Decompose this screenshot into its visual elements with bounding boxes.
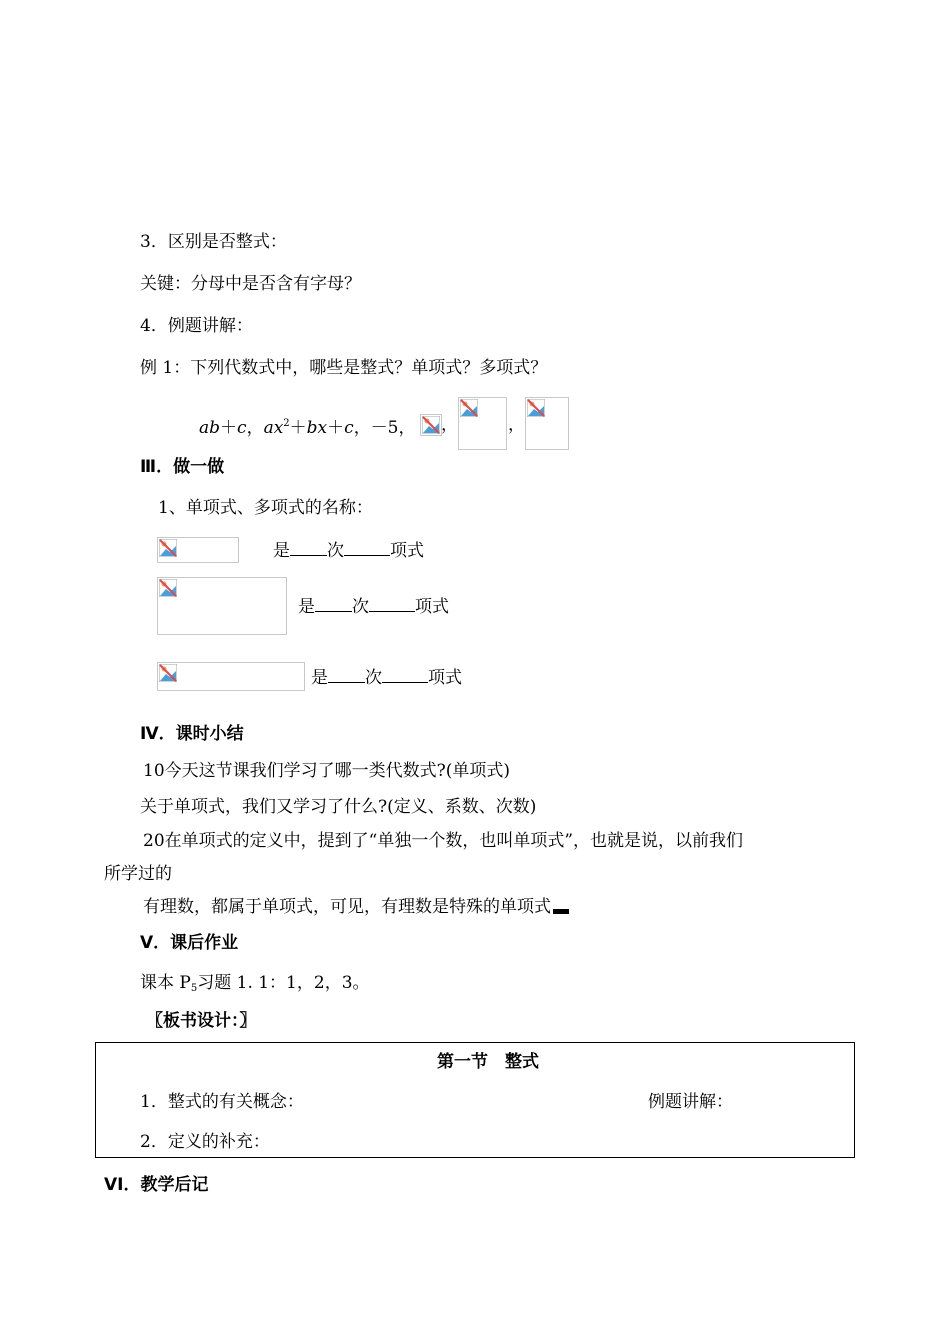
expr-bx: bx: [306, 418, 328, 438]
image-placeholder-icon: [460, 399, 478, 417]
term-blank: [382, 666, 428, 683]
image-placeholder-icon: [527, 399, 545, 417]
expr-ax: ax: [263, 418, 284, 438]
part-3-item-1: 1、单项式、多项式的名称：: [158, 498, 373, 518]
ci-label: 次: [365, 668, 382, 688]
section-4-heading: 4．例题讲解：: [140, 316, 253, 336]
board-item-1: 1．整式的有关概念：: [140, 1092, 304, 1112]
summary-paragraph-3: 20在单项式的定义中，提到了“单独一个数，也叫单项式”，也就是说，以前我们: [143, 831, 744, 851]
expr-separator: ，: [508, 415, 525, 435]
expr-plus: ＋: [327, 418, 345, 438]
expr-comma: ，: [246, 418, 264, 438]
image-placeholder-icon: [422, 416, 440, 434]
board-item-2: 2．定义的补充：: [140, 1132, 270, 1152]
expr-c: c: [344, 418, 354, 438]
board-title: 第一节 整式: [437, 1052, 539, 1072]
board-design-heading: 〖板书设计：〗: [146, 1011, 257, 1031]
section-3-heading: 3．区别是否整式：: [140, 232, 287, 252]
blank-row-1: [273, 539, 424, 562]
part-4-heading: Ⅳ．课时小结: [140, 724, 244, 744]
broken-image-icon: [157, 662, 305, 691]
summary-paragraph-1: 10今天这节课我们学习了哪一类代数式?(单项式): [143, 761, 511, 781]
expr-c: c: [237, 418, 247, 438]
broken-image-icon: [525, 397, 569, 450]
board-item-examples: 例题讲解：: [648, 1092, 733, 1112]
term-blank: [369, 595, 415, 612]
part-5-heading: Ⅴ．课后作业: [140, 933, 239, 953]
part-6-heading: VI．教学后记: [104, 1175, 209, 1195]
term-blank: [344, 539, 390, 556]
broken-image-icon: [458, 397, 507, 450]
expr-exponent: 2: [283, 418, 290, 429]
homework-suffix: 习题 1. 1：1，2，3。: [197, 973, 370, 993]
text-cursor-mark: [553, 909, 569, 914]
broken-image-icon: [157, 577, 287, 635]
homework-text: [140, 972, 370, 1000]
broken-image-icon: [157, 537, 239, 563]
blank-row-3: [311, 666, 462, 689]
board-design-box: [95, 1042, 855, 1158]
blank-row-2: [298, 595, 449, 618]
summary-paragraph-2: 关于单项式，我们又学习了什么?(定义、系数、次数): [140, 797, 537, 817]
homework-prefix: 课本 P: [140, 973, 191, 993]
degree-blank: [328, 666, 365, 683]
expr-minus-five: ，－5，: [353, 418, 416, 438]
degree-blank: [290, 539, 327, 556]
degree-blank: [315, 595, 352, 612]
image-placeholder-icon: [159, 539, 177, 557]
image-placeholder-icon: [159, 579, 177, 597]
summary-paragraph-4: [143, 896, 569, 918]
key-point-text: 关键：分母中是否含有字母？: [140, 274, 361, 294]
part-3-heading: Ⅲ．做一做: [140, 457, 225, 477]
summary-paragraph-4-text: 有理数，都属于单项式，可见，有理数是特殊的单项式: [143, 897, 551, 917]
image-placeholder-icon: [159, 664, 177, 682]
shi-label: 是: [311, 668, 328, 688]
ci-label: 次: [327, 541, 344, 561]
expr-plus: ＋: [289, 418, 307, 438]
example-1-text: 例 1：下列代数式中，哪些是整式？单项式？多项式？: [140, 358, 548, 378]
expr-separator: ，: [441, 415, 458, 435]
xiangshi-label: 项式: [415, 597, 449, 617]
ci-label: 次: [352, 597, 369, 617]
broken-image-icon: [420, 414, 442, 436]
shi-label: 是: [273, 541, 290, 561]
expression-line: [199, 413, 416, 439]
expr-plus: ＋: [220, 418, 238, 438]
shi-label: 是: [298, 597, 315, 617]
xiangshi-label: 项式: [390, 541, 424, 561]
xiangshi-label: 项式: [428, 668, 462, 688]
expr-ab: ab: [199, 418, 221, 438]
summary-paragraph-3-cont: 所学过的: [104, 864, 172, 884]
homework-page-subscript: 5: [190, 983, 198, 994]
